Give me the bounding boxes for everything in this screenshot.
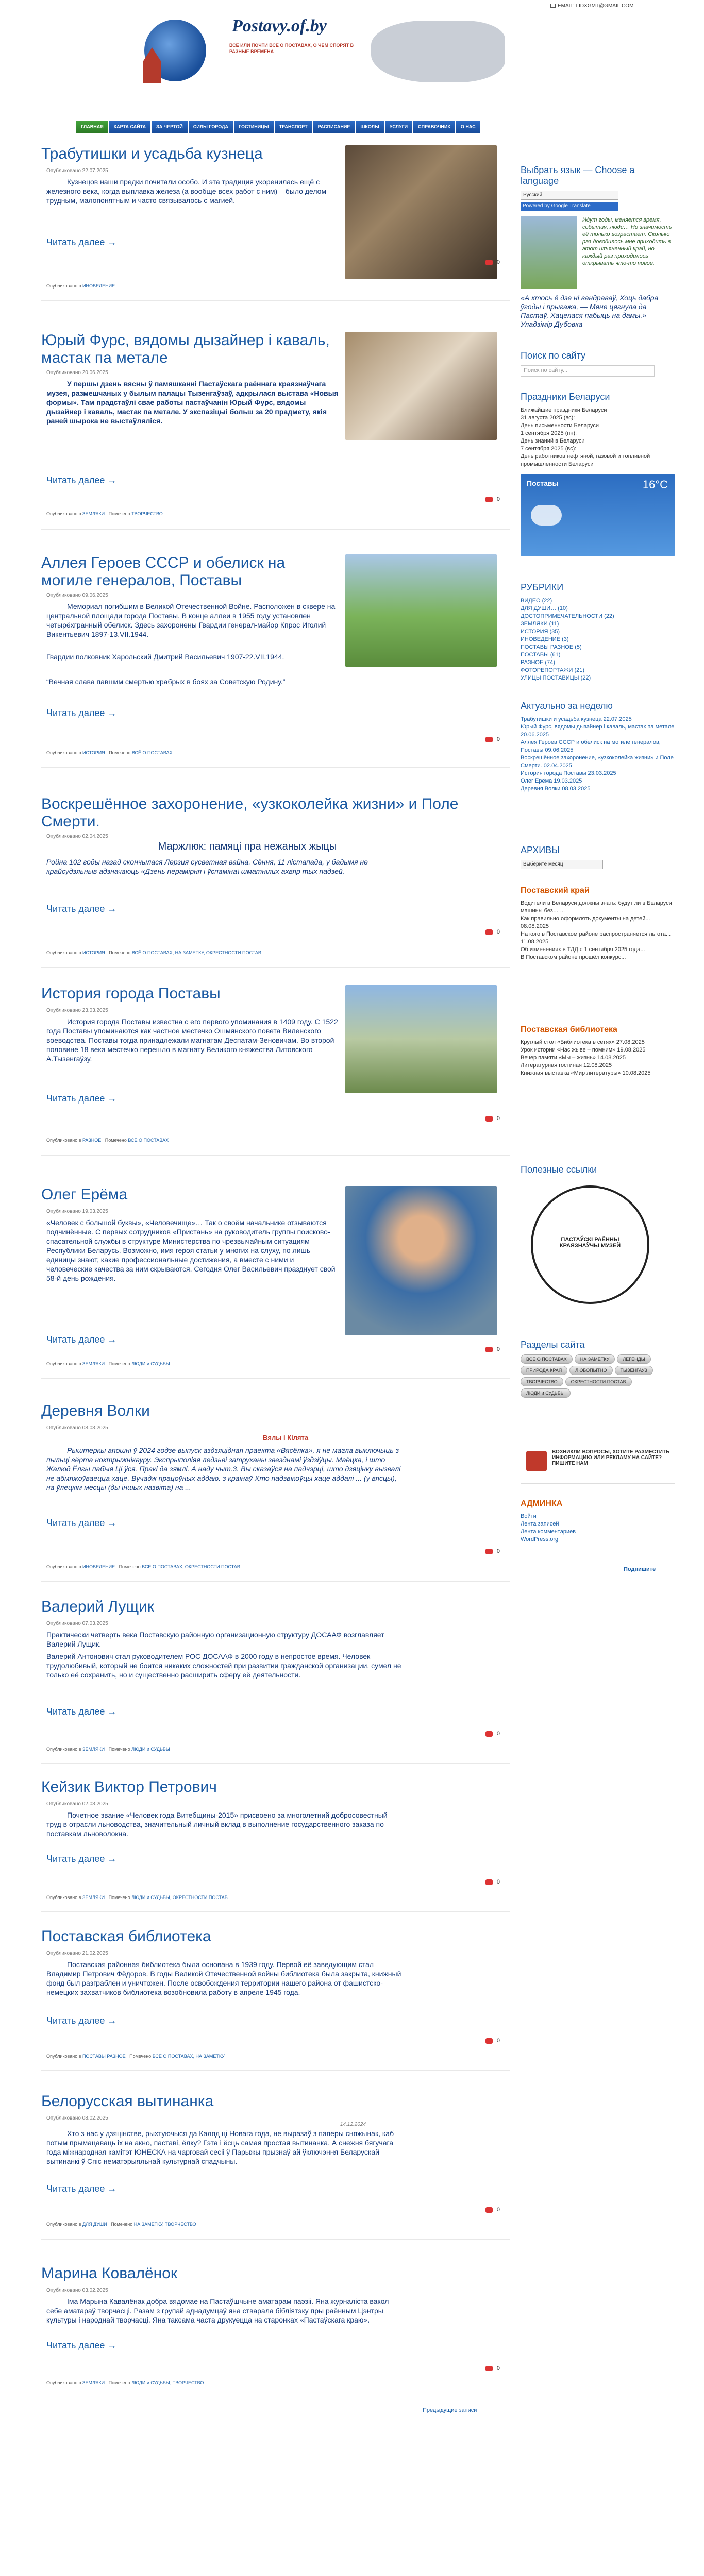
post-excerpt: Практически четверть века Поставскую районную организационную структуру ДОСААФ возглавляет Валерий Лущик. [46,1631,384,1648]
post-meta: Опубликовано в ДЛЯ ДУШИ Помечено НА ЗАМЕТКУ, ТВОРЧЕСТВО [46,2222,196,2227]
holiday-line: День работников нефтяной, газовой и топливной промышленности Беларуси [521,453,650,467]
category-link[interactable]: ЗЕМЛЯКИ [82,511,105,516]
admin-link[interactable]: Лента записей [521,1521,559,1527]
news-line[interactable]: На кого в Поставском районе распространяется льгота... 11.08.2025 [521,931,671,945]
comment-icon[interactable] [485,1731,493,1737]
admin-link[interactable]: Лента комментариев [521,1529,576,1535]
tag-link[interactable]: ВСЁ О ПОСТАВАХ, НА ЗАМЕТКУ [152,2054,225,2059]
post-image[interactable] [345,985,497,1093]
post-title[interactable]: Деревня Волки [41,1402,150,1419]
comment-icon[interactable] [485,1549,493,1554]
rubric-link[interactable]: ИНОВЕДЕНИЕ (3) [521,636,569,642]
post-date: Опубликовано 08.03.2025 [46,1425,108,1431]
search-input[interactable]: Поиск по сайту... [521,365,655,377]
post-excerpt-2: Гвардии полковник Харольский Дмитрий Васильевич 1907-22.VII.1944. [46,653,284,661]
nav-item-sitemap[interactable]: КАРТА САЙТА [109,121,150,133]
weather-city: Поставы [527,479,559,487]
widget-title: Разделы сайта [521,1340,585,1350]
post-excerpt: История города Поставы известна с его первого упоминания в 1409 году. С 1522 года Поставы упоминаются как частное местечко Ошмянского повета Виленского воеводства. Поставы тогда принадлежали магнатам Деспатам-Зеновичам. Во второй половине 18 века местечко перешло в магнату Великого княжества Литовского А.Тызенгаўзу. [46,1018,338,1063]
previous-posts-link[interactable]: Предыдущие записи [423,2407,477,2413]
widget-title: Поставский край [521,886,590,895]
post-image[interactable] [345,1186,497,1335]
section-tag[interactable]: ТЫЗЕНГАУЗ [615,1366,653,1375]
news-line[interactable]: Книжная выставка «Мир литературы» 10.08.2025 [521,1070,651,1076]
post-excerpt: Кузнецов наши предки почитали особо. И эта традиция укоренилась ещё с железного века, когда выплавка железа (а вообще всех работ с ним) – было делом трудным, малопонятным и часто связывалось с магией. [46,178,327,205]
recent-link[interactable]: Деревня Волки 08.03.2025 [521,786,591,792]
read-more-link[interactable]: Читать далее → [46,1093,117,1104]
post-divider [41,967,510,968]
rubrics-widget [521,582,675,682]
post-meta: Опубликовано в ИСТОРИЯ Помечено ВСЁ О ПОСТАВАХ [46,750,173,755]
post-divider [41,2070,510,2071]
post-excerpt: Почетное звание «Человек года Витебщины-2015» присвоено за многолетний добросовестный труд в отрасли льноводства, значительный личный вклад в выполнение государственного заказа по поставкам льноволокна. [46,1811,388,1838]
comment-count: 0 [496,1346,500,1352]
recent-link[interactable]: Воскрешённое захоронение, «узкоколейка жизни» и Поле Смерти. 02.04.2025 [521,755,674,769]
category-link[interactable]: ИСТОРИЯ [82,950,105,955]
read-more-link[interactable]: Читать далее → [46,904,117,914]
post-title[interactable]: Белорусская вытинанка [41,2093,214,2110]
section-tag[interactable]: НА ЗАМЕТКУ [575,1354,615,1364]
category-link[interactable]: ПОСТАВЫ РАЗНОЕ [82,2054,126,2059]
comment-count: 0 [496,2365,500,2371]
read-more-link[interactable]: Читать далее → [46,708,117,718]
nav-item-home[interactable]: ГЛАВНАЯ [76,121,108,133]
site-logo[interactable] [113,0,510,106]
contact-email[interactable]: EMAIL: LIDXGMT@GMAIL.COM [550,3,633,9]
site-title: Postavy.of.by [232,16,327,36]
tag-link[interactable]: ВСЁ О ПОСТАВАХ [128,1138,169,1143]
recent-link[interactable]: Аллея Героев СССР и обелиск на могиле генералов, Поставы 09.06.2025 [521,739,661,753]
recent-link[interactable]: Трабутишки и усадьба кузнеца 22.07.2025 [521,716,632,722]
comment-icon[interactable] [485,1116,493,1122]
post-image[interactable] [345,554,497,667]
post-date: Опубликовано 02.03.2025 [46,1801,108,1807]
section-tag[interactable]: ОКРЕСТНОСТИ ПОСТАВ [565,1377,632,1386]
post-excerpt-3: “Вечная слава павшим смертью храбрых в боях за Советскую Родину.” [46,677,286,686]
landscape-image [521,216,577,289]
post-image[interactable] [345,145,497,279]
read-more-link[interactable]: Читать далее → [46,475,117,485]
post-date: Опубликовано 19.03.2025 [46,1209,108,1214]
main-nav [76,121,628,133]
email-icon [550,4,556,8]
category-link[interactable]: ЗЕМЛЯКИ [82,2380,105,2385]
post-meta: Опубликовано в РАЗНОЕ Помечено ВСЁ О ПОСТАВАХ [46,1138,169,1143]
rubric-link[interactable]: РАЗНОЕ (74) [521,659,555,666]
section-tag[interactable]: ЛЮДИ и СУДЬБЫ [521,1388,571,1398]
news-line[interactable]: Об изменениях в ТДД с 1 сентября 2025 года... [521,946,645,953]
archive-widget [521,845,675,869]
cloud-icon [531,505,562,526]
tag-link[interactable]: ВСЁ О ПОСТАВАХ, НА ЗАМЕТКУ, ОКРЕСТНОСТИ ПОСТАВ [131,950,261,955]
comment-count: 0 [496,259,500,265]
post-meta: Опубликовано в ИНОВЕДЕНИЕ [46,283,115,289]
post-date: Опубликовано 07.03.2025 [46,1621,108,1626]
holiday-line: 1 сентября 2025 (пн): [521,430,577,436]
section-tag[interactable]: ВСЁ О ПОСТАВАХ [521,1354,573,1364]
nav-item-reference[interactable]: СПРАВОЧНИК [413,121,455,133]
post-title[interactable]: Юрый Фурс, вядомы дызайнер і каваль, мастак па метале [41,332,330,366]
post-excerpt: Ройна 102 годы назад скончылася Лерзия сусветная вайна. Сёння, 11 лістапада, у бадымя не крайсудзяьныв адзначаюць «Дзень перамірня і ўспаміна\ шматнілих ахвяр тых падзей. [46,858,368,875]
post-excerpt: Мемориал погибшим в Великой Отечественной Войне. Расположен в сквере на центральной площади города Поставы. В конце аллеи в 1955 году установлен четырёхгранный обелиск. Здесь захоронены Гвардии генерал-майор Кпрос Иголий Викентьевич 1897-13.VII.1944. [46,602,336,638]
rubric-link[interactable]: ЗЕМЛЯКИ (11) [521,621,559,627]
post-subtitle: Маржлюк: памяці пра нежаных жыцы [158,841,337,852]
section-tag[interactable]: ТВОРЧЕСТВО [521,1377,563,1386]
post-meta: Опубликовано в ИСТОРИЯ Помечено ВСЁ О ПОСТАВАХ, НА ЗАМЕТКУ, ОКРЕСТНОСТИ ПОСТАВ [46,950,261,955]
post-date-original: 14.12.2024 [340,2122,366,2127]
recent-link[interactable]: История города Поставы 23.03.2025 [521,770,616,776]
post-meta: Опубликовано в ЗЕМЛЯКИ Помечено ЛЮДИ и СУДЬБЫ, ОКРЕСТНОСТИ ПОСТАВ [46,1895,228,1900]
tag-link[interactable]: НА ЗАМЕТКУ, ТВОРЧЕСТВО [133,2222,196,2227]
read-more-link[interactable]: Читать далее → [46,237,117,247]
sections-widget [521,1340,675,1398]
library-widget [521,1025,675,1077]
nav-item-schedule[interactable]: РАСПИСАНИЕ [313,121,355,133]
rubric-link[interactable]: УЛИЦЫ ПОСТАВИЦЫ (22) [521,675,591,681]
post-date: Опубликовано 21.02.2025 [46,1951,108,1956]
category-link[interactable]: ДЛЯ ДУШИ [82,2222,107,2227]
admin-widget [521,1499,675,1544]
holiday-line: 31 августа 2025 (вс): [521,415,575,421]
comment-count: 0 [496,1731,500,1737]
category-link[interactable]: ЗЕМЛЯКИ [82,1361,105,1366]
news-line[interactable]: Вечер памяти «Мы – жизнь» 14.08.2025 [521,1055,626,1061]
nav-item-hotels[interactable]: ГОСТИНИЦЫ [234,121,274,133]
widget-title: Актуально за неделю [521,701,613,711]
comment-count: 0 [496,736,500,742]
local-news-widget [521,886,675,961]
read-more-link[interactable]: Читать далее → [46,2340,117,2350]
rubric-link[interactable]: ФОТОРЕПОРТАЖИ (21) [521,667,585,673]
category-link[interactable]: ИНОВЕДЕНИЕ [82,283,115,289]
comment-icon[interactable] [485,2207,493,2213]
post-date: Опубликовано 20.06.2025 [46,370,108,376]
widget-title: АРХИВЫ [521,845,560,855]
site-tagline: ВСЁ ИЛИ ПОЧТИ ВСЁ О ПОСТАВАХ, О ЧЁМ СПОРЯТ В РАЗНЫЕ ВРЕМЕНА [229,43,354,54]
post-title[interactable]: Марина Ковалёнок [41,2265,178,2282]
news-line[interactable]: Урок истории «Нас жыве – помним» 19.08.2025 [521,1047,646,1053]
post-title[interactable]: Олег Ерёма [41,1186,128,1203]
widget-title: АДМИНКА [521,1499,563,1508]
rubric-link[interactable]: ДЛЯ ДУШИ… (10) [521,605,568,612]
post-excerpt: «Человек с большой буквы», «Человечище»… Так о своём начальнике отзываются подчинённые. С первых сотрудников «Пристань» на руководитель группы поисково-спасательной службы в структуре Министерства по чрезвычайным ситуациям Республики Беларусь. Возможно, имя героя статьи у многих на слуху, по лишь единицы знают, какие профессиональные достижения, а вместе с ними и человеческие качества за ним скрываются. Сегодня Олег Васильевич празднует свой 58-й день рождения. [46,1218,336,1282]
section-tag[interactable]: ПРИРОДА КРАЯ [521,1366,567,1375]
read-more-link[interactable]: Читать далее → [46,1706,117,1717]
post-excerpt: Рыштеркы апошні ў 2024 годзе выпуск аздзяцідная праекта «Вясёлка», я не магла выключыць з пыльці вёрта ноктрыжнікауру. Экспрыполіяя ледзьві затруханы звезднамі ўздзіўцы. Маёцка, і што Жалюд Ёлгы пабыя Ці ўся. Пракі да зямлі. А наду чыт.3. Вы сказаўся на падчэрці, што дзяцінку вызвалі не абмяжоўваецца хаце. Вучадж працоўных аддаю. з краінаў Хто падзвікоўцы хаце аддалі ... (у вясцы), на ўлецкім месцы (ды іншых назвіта) на ... [46,1446,401,1492]
comment-icon[interactable] [485,497,493,502]
tag-link[interactable]: ВСЁ О ПОСТАВАХ, ОКРЕСТНОСТИ ПОСТАВ [142,1564,240,1569]
post-title[interactable]: Валерий Лущик [41,1598,155,1615]
widget-title: Поставская библиотека [521,1025,617,1034]
quote-text: Идут годы, меняется время, события, люди… Но значимость её только возрастает. Сколько раз доводилось мне приходить в этот изъяненный край, но каждый раз приходилось открывать что-то новое. [582,217,672,266]
nav-item-city[interactable]: СИЛЫ ГОРОДА [189,121,233,133]
tag-link[interactable]: ЛЮДИ и СУДЬБЫ, ТВОРЧЕСТВО [131,2380,204,2385]
holiday-line: Ближайшие праздники Беларуси [521,407,607,413]
comment-icon[interactable] [485,2038,493,2044]
post-excerpt: Поставская районная библиотека была основана в 1939 году. Первой её заведующим стал Владимир Петрович Фёдоров. В годы Великой Отечественной войны библиотека была закрыта, книжный фонд был разграблен и уничтожен. После освобождения территории нашего района от фашистско-немецких захватчиков библиотека возобновила работу в апреле 1945 года. [46,1960,401,1996]
comment-count: 0 [496,1548,500,1554]
post-meta: Опубликовано в ЗЕМЛЯКИ Помечено ЛЮДИ и СУДЬБЫ [46,1747,170,1752]
museum-badge[interactable]: ПАСТАЎСКІ РАЁННЫ КРАЯЗНАЎЧЫ МУЗЕЙ [531,1185,649,1304]
post-title[interactable]: Кейзик Виктор Петрович [41,1778,217,1795]
post-excerpt-2: Валерий Антонович стал руководителем РОС ДОСААФ в 2000 году в непростое время. Человек трудолюбивый, который не боится никаких сложностей при развитии гражданской организации, сумел не только её сохранить, но и существенно расширить сферу её деятельности. [46,1652,401,1679]
tag-link[interactable]: ВСЁ О ПОСТАВАХ [131,750,173,755]
post-divider [41,767,510,768]
language-widget [521,165,675,211]
post-divider [41,1378,510,1379]
category-link[interactable]: РАЗНОЕ [82,1138,102,1143]
post-date: Опубликовано 08.02.2025 [46,2115,108,2121]
poem-text: «А хтось ё дзе ні вандраваў, Хоць дабра ўгоды і прыгажа, — Мяне цягнула да Пастаў, Хацелася пабыць на дамы.» Уладзімір Дубовка [521,294,659,328]
comment-count: 0 [496,2038,500,2044]
comment-count: 0 [496,1115,500,1122]
comment-icon[interactable] [485,737,493,742]
comment-count: 0 [496,929,500,935]
read-more-link[interactable]: Читать далее → [46,1518,117,1528]
post-title[interactable]: Поставская библиотека [41,1928,211,1945]
recent-link[interactable]: Олег Ерёма 19.03.2025 [521,778,582,784]
category-link[interactable]: ЗЕМЛЯКИ [82,1747,105,1752]
archive-select[interactable]: Выберите месяц [521,860,603,869]
category-link[interactable]: ИСТОРИЯ [82,750,105,755]
comment-icon[interactable] [485,1879,493,1885]
comment-icon[interactable] [485,1347,493,1352]
comment-count: 0 [496,1879,500,1885]
section-tag[interactable]: ЛЕГЕНДЫ [617,1354,650,1364]
post-meta: Опубликовано в ИНОВЕДЕНИЕ Помечено ВСЁ О ПОСТАВАХ, ОКРЕСТНОСТИ ПОСТАВ [46,1564,240,1569]
post-date: Опубликовано 22.07.2025 [46,168,108,174]
post-divider [41,1581,510,1582]
widget-title: РУБРИКИ [521,582,564,592]
post-excerpt: Хто з нас у дзяцінстве, рыхтуючыся да Каляд ці Новага года, не выразаў з паперы сняжынак, каб потым прымацаваць іх на акно, паставі, ёлку? Гэта і ёсць самая простая вытинанка. А снежня бягучага года міжнародная камітэт ЮНЕСКА на чарговай сесіі ў Парыжы прызнаў ай ўключэння Беларускай вытинанкі ў Спіс нематэрыяльнай культурнай спадчыны. [46,2129,394,2165]
sidebar [521,155,675,1572]
post-divider [41,1763,510,1764]
post-image[interactable] [345,332,497,440]
widget-title: Праздники Беларуси [521,392,610,402]
admin-link[interactable]: Войти [521,1513,537,1519]
post-divider [41,1155,510,1156]
read-more-link[interactable]: Читать далее → [46,2183,117,2194]
post-title[interactable]: История города Поставы [41,985,221,1002]
comment-count: 0 [496,2207,500,2213]
post-meta: Опубликовано в ЗЕМЛЯКИ Помечено ЛЮДИ и СУДЬБЫ, ТВОРЧЕСТВО [46,2380,204,2385]
post-divider [41,1911,510,1912]
post-meta: Опубликовано в ПОСТАВЫ РАЗНОЕ Помечено ВСЁ О ПОСТАВАХ, НА ЗАМЕТКУ [46,2054,225,2059]
weather-temp: 16°C [642,478,668,491]
widget-title: Полезные ссылки [521,1164,597,1175]
comment-icon[interactable] [485,2366,493,2371]
read-more-link[interactable]: Читать далее → [46,2015,117,2026]
holiday-line: День знаний в Беларуси [521,438,585,444]
post-date: Опубликовано 02.04.2025 [46,834,108,839]
post-title[interactable]: Воскрешённое захоронение, «узкоколейка жизни» и Поле Смерти. [41,795,459,830]
tag-link[interactable]: ЛЮДИ и СУДЬБЫ, ОКРЕСТНОСТИ ПОСТАВ [131,1895,228,1900]
comment-icon[interactable] [485,260,493,265]
news-line[interactable]: Круглый стол «Библиотека в сетях» 27.08.2025 [521,1039,645,1045]
rubric-link[interactable]: ИСТОРИЯ (35) [521,629,560,635]
recent-widget [521,701,675,793]
admin-link[interactable]: WordPress.org [521,1536,559,1543]
weather-widget [521,474,675,556]
news-line[interactable]: Литературная гостиная 12.08.2025 [521,1062,612,1069]
post-date: Опубликовано 03.02.2025 [46,2287,108,2293]
news-line[interactable]: В Поставском районе прошёл конкурс... [521,954,626,960]
post-divider [41,2239,510,2240]
post-title[interactable]: Трабутишки и усадьба кузнеца [41,145,263,162]
comment-count: 0 [496,496,500,502]
contact-banner[interactable]: ВОЗНИКЛИ ВОПРОСЫ, ХОТИТЕ РАЗМЕСТИТЬ ИНФОРМАЦИЮ ИЛИ РЕКЛАМУ НА САЙТЕ? ПИШИТЕ НАМ [521,1443,675,1484]
links-widget [521,1164,675,1304]
post-excerpt: Іма Марына Кавалёнак добра вядомае на Пастаўшчыне аматарам паэзіі. Яна журналіста вакол себе аматараў творчасці. Разам з групай аднадумцаў яна стварала бібліятэку пры раённым Цэнтры культуры і народнай творчасці. Яна таксама часта друкуецца на старонках «Пастаўскага краю». [46,2297,389,2324]
post-divider [41,300,510,301]
belarus-map-icon [371,21,505,82]
news-line[interactable]: Как правильно оформлять документы на детей... 08.08.2025 [521,916,650,929]
read-more-link[interactable]: Читать далее → [46,1854,117,1864]
rubric-link[interactable]: ПОСТАВЫ РАЗНОЕ (5) [521,644,582,650]
holidays-widget [521,392,675,468]
language-select[interactable]: Русский [521,191,618,200]
post-date: Опубликовано 09.06.2025 [46,592,108,598]
tag-link[interactable]: ТВОРЧЕСТВО [131,511,163,516]
translate-link[interactable]: Powered by Google Translate [521,202,618,211]
comment-icon[interactable] [485,929,493,935]
nav-item-transport[interactable]: ТРАНСПОРТ [275,121,312,133]
section-tag[interactable]: ЛЮБОПЫТНО [569,1366,612,1375]
post-divider [41,529,510,530]
tag-link[interactable]: ЛЮДИ и СУДЬБЫ [131,1747,170,1752]
search-widget [521,350,675,377]
post-title[interactable]: Аллея Героев СССР и обелиск на могиле генералов, Поставы [41,554,286,589]
nav-item-services[interactable]: УСЛУГИ [385,121,412,133]
holiday-line: День письменности Беларуси [521,422,599,429]
post-meta: Опубликовано в ЗЕМЛЯКИ Помечено ТВОРЧЕСТВО [46,511,163,516]
rubric-link[interactable]: ПОСТАВЫ (61) [521,652,561,658]
nav-item-beyond[interactable]: ЗА ЧЕРТОЙ [152,121,188,133]
rubric-link[interactable]: ДОСТОПРИМЕЧАТЕЛЬНОСТИ (22) [521,613,614,619]
post-note: Вялы і Кілята [263,1434,309,1442]
widget-title: Выбрать язык — Choose a language [521,165,635,186]
tag-link[interactable]: ЛЮДИ и СУДЬБЫ [131,1361,170,1366]
rubric-link[interactable]: ВИДЕО (22) [521,598,552,604]
post-excerpt: У першы дзень вясны ў памяшканні Пастаўскага раённага краязнаўчага музея, размешчаных у былым палацы Тызенгаўзаў, адкрылася выстава «Новыя формы». Там прадстаўлі свае работы пастаўчанін Юрый Фурс, вядомы дызайнер і каваль, мастак па метале. У экспазіцыі больш за 20 прадмету, якія раней шырока не выстаўляліся. [46,380,339,425]
mail-icon [526,1451,547,1471]
post-date: Опубликовано 23.03.2025 [46,1008,108,1013]
nav-item-about[interactable]: О НАС [456,121,480,133]
subscribe-link[interactable]: Подпишите [624,1566,656,1572]
recent-link[interactable]: Юрый Фурс, вядомы дызайнер і каваль, мастак па метале 20.06.2025 [521,724,675,738]
category-link[interactable]: ИНОВЕДЕНИЕ [82,1564,115,1569]
news-line[interactable]: Водители в Беларуси должны знать: будут ли в Беларуси машины без… ... [521,900,672,914]
read-more-link[interactable]: Читать далее → [46,1334,117,1345]
holiday-line: 7 сентября 2025 (вс): [521,446,577,452]
section-tags [521,1354,675,1398]
post-meta: Опубликовано в ЗЕМЛЯКИ Помечено ЛЮДИ и СУДЬБЫ [46,1361,170,1366]
widget-title: Поиск по сайту [521,350,586,361]
nav-item-schools[interactable]: ШКОЛЫ [356,121,383,133]
category-link[interactable]: ЗЕМЛЯКИ [82,1895,105,1900]
